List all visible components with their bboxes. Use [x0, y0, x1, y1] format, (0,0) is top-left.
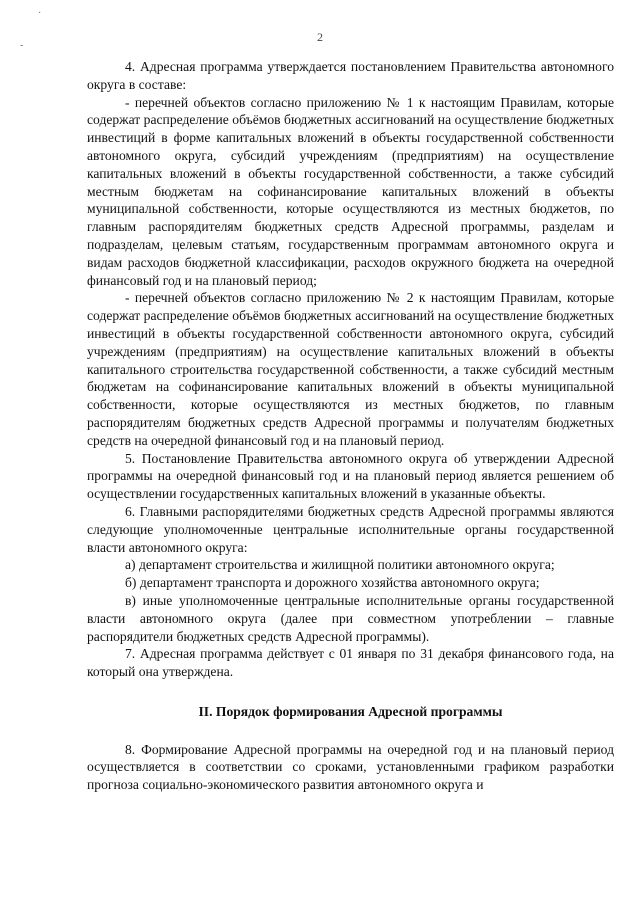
- paragraph-7: 7. Адресная программа действует с 01 января по 31 декабря финансового года, на который она утверждена.: [87, 646, 614, 680]
- document-body: [87, 58, 614, 794]
- page-number: 2: [317, 30, 323, 44]
- scan-mark: ·: [38, 8, 42, 19]
- paragraph-8: 8. Формирование Адресной программы на очередной год и на плановый период осуществляется в соответствии со сроками, установленными графиком разработки прогноза социально-экономического развития автономного округа и: [87, 741, 614, 793]
- paragraph-6-item-a: а) департамент строительства и жилищной политики автономного округа;: [125, 557, 555, 573]
- paragraph-6-intro: 6. Главными распорядителями бюджетных средств Адресной программы являются следующие уполномоченные центральные исполнительные органы государственной власти автономного округа:: [87, 503, 614, 555]
- section-heading: II. Порядок формирования Адресной программы: [198, 703, 503, 719]
- paragraph-6-item-c: в) иные уполномоченные центральные исполнительные органы государственной власти автономного округа (далее при совместном употреблении – главные распорядители бюджетных средств Адресной программы).: [87, 592, 614, 644]
- paragraph-4-item-2: - перечней объектов согласно приложению № 2 к настоящим Правилам, которые содержат распределение объёмов бюджетных ассигнований на осуществление бюджетных инвестиций в объекты государственной собственности автономного округа, субсидий учреждениям (предприятиям) на осуществление капитальных вложений в объекты капитального строительства государственной собственности, а также субсидий местным бюджетам на софинансирование капитальных вложений в объекты муниципальной собственности, которые осуществляются из местных бюджетов, по главным распорядителям бюджетных средств Адресной программы и получателям бюджетных средств на очередной финансовый год и на плановый период.: [87, 290, 614, 448]
- paragraph-5: 5. Постановление Правительства автономного округа об утверждении Адресной программы на очередной финансовый год и на плановый период является решением об осуществлении государственных капитальных вложений в указанные объекты.: [87, 450, 614, 502]
- paragraph-4-item-1: - перечней объектов согласно приложению № 1 к настоящим Правилам, которые содержат распределение объёмов бюджетных ассигнований на осуществление бюджетных инвестиций в форме капитальных вложений в объекты государственной собственности автономного округа, субсидий учреждениям (предприятиям) на осуществление капитальных вложений в объекты государственной собственности, а также субсидий местным бюджетам на софинансирование капитальных вложений в объекты муниципальной собственности, которые осуществляются из местных бюджетов, по главным распорядителям бюджетных средств Адресной программы, разделам и подразделам, целевым статьям, государственным программам автономного округа и видам расходов бюджетной классификации, расходов окружного бюджета на очередной финансовый год и на плановый период;: [87, 94, 614, 288]
- paragraph-6-item-b: б) департамент транспорта и дорожного хозяйства автономного округа;: [125, 575, 540, 591]
- scan-mark: -: [20, 40, 24, 51]
- paragraph-4-intro: 4. Адресная программа утверждается постановлением Правительства автономного округа в составе:: [87, 59, 614, 92]
